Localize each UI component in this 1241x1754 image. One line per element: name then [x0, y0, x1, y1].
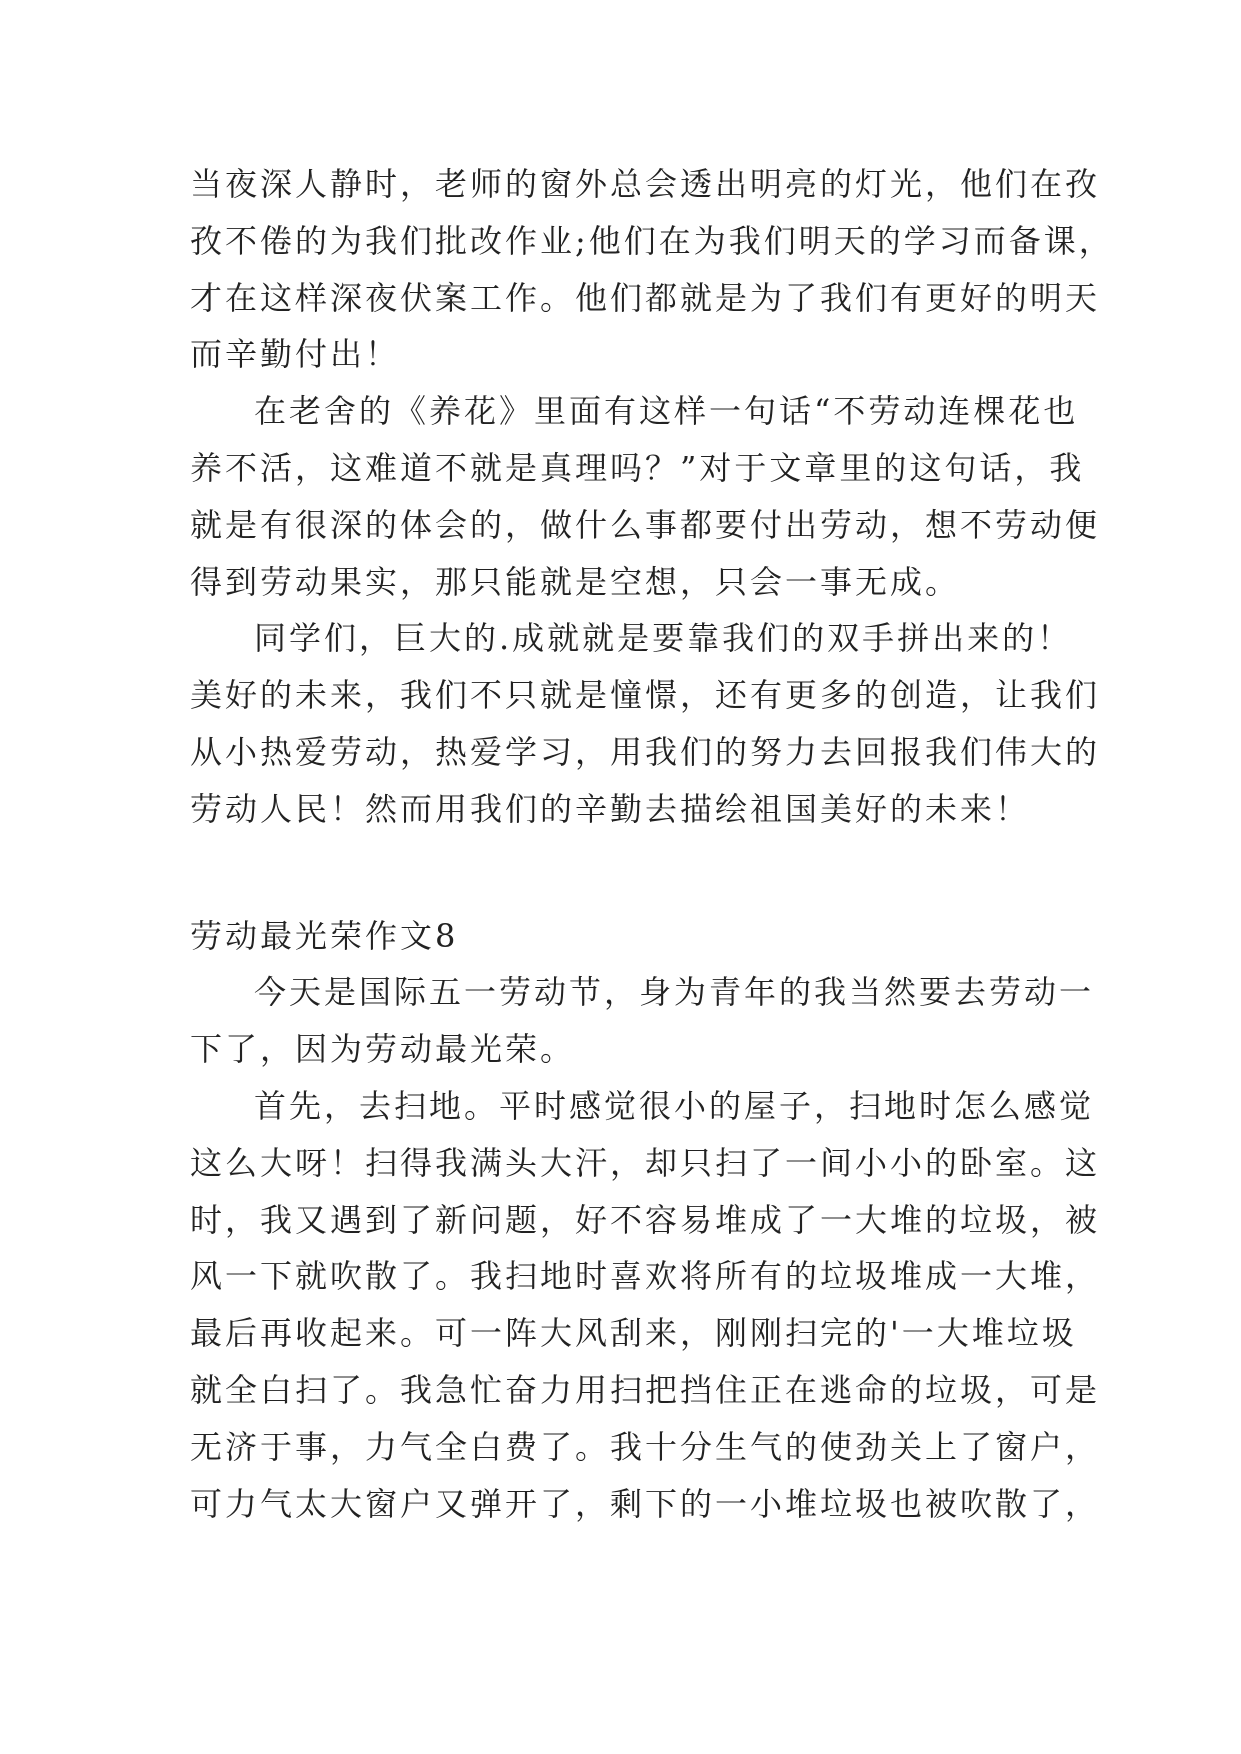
section-heading: 劳动最光荣作文8 — [190, 916, 459, 955]
text-line: 首先，去扫地。平时感觉很小的屋子，扫地时怎么感觉 — [254, 1086, 1095, 1125]
text-line: 从小热爱劳动，热爱学习，用我们的努力去回报我们伟大的 — [190, 732, 1101, 771]
text-line: 时，我又遇到了新问题，好不容易堆成了一大堆的垃圾，被 — [190, 1200, 1101, 1239]
text-line: 才在这样深夜伏案工作。他们都就是为了我们有更好的明天 — [190, 278, 1101, 317]
paragraph — [190, 964, 1095, 1078]
text-line: 得到劳动果实，那只能就是空想，只会一事无成。 — [190, 562, 961, 601]
paragraph — [190, 610, 1101, 837]
section-gap — [190, 838, 1090, 908]
document-body — [190, 156, 1114, 1532]
text-line: 下了，因为劳动最光荣。 — [190, 1030, 576, 1069]
text-line: 最后再收起来。可一阵大风刮来，刚刚扫完的'一大堆垃圾 — [190, 1314, 1077, 1353]
text-line: 孜不倦的为我们批改作业;他们在为我们明天的学习而备课， — [190, 221, 1114, 260]
text-line: 劳动人民！然而用我们的辛勤去描绘祖国美好的未来！ — [190, 789, 1031, 828]
text-line: 可力气太大窗户又弹开了，剩下的一小堆垃圾也被吹散了， — [190, 1484, 1101, 1523]
text-line: 在老舍的《养花》里面有这样一句话“不劳动连棵花也 — [254, 392, 1079, 431]
text-line: 同学们，巨大的.成就就是要靠我们的双手拼出来的！ — [254, 619, 1073, 658]
text-line: 这么大呀！扫得我满头大汗，却只扫了一间小小的卧室。这 — [190, 1143, 1101, 1182]
text-line: 养不活，这难道不就是真理吗？”对于文章里的这句话，我 — [190, 448, 1085, 487]
text-line: 今天是国际五一劳动节，身为青年的我当然要去劳动一 — [254, 973, 1095, 1012]
paragraph — [190, 383, 1101, 610]
text-line: 风一下就吹散了。我扫地时喜欢将所有的垃圾堆成一大堆， — [190, 1257, 1101, 1296]
paragraph — [190, 156, 1114, 383]
paragraph — [190, 1078, 1101, 1532]
text-line: 美好的未来，我们不只就是憧憬，还有更多的创造，让我们 — [190, 676, 1101, 715]
text-line: 而辛勤付出！ — [190, 335, 401, 374]
text-line: 就全白扫了。我急忙奋力用扫把挡住正在逃命的垃圾，可是 — [190, 1370, 1101, 1409]
text-line: 无济于事，力气全白费了。我十分生气的使劲关上了窗户， — [190, 1427, 1101, 1466]
text-line: 当夜深人静时，老师的窗外总会透出明亮的灯光，他们在孜 — [190, 165, 1101, 203]
text-line: 就是有很深的体会的，做什么事都要付出劳动，想不劳动便 — [190, 505, 1101, 544]
